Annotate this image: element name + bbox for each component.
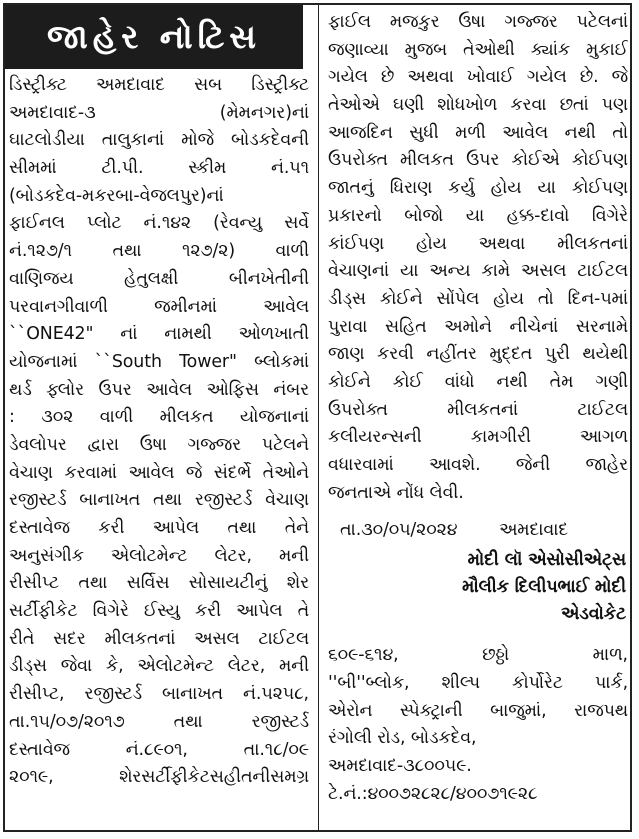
text-line: ગયેલ છે અથવા ખોવાઈ ગયેલ છે. જે bbox=[328, 67, 628, 88]
text-line: પુરાવા સહિત અમોને નીચેનાં સરનામે bbox=[328, 316, 628, 337]
text-line: : ૩૦૨ વાળી મીલકત યોજનાનાં bbox=[9, 407, 309, 428]
text-line: ડીડ્સ જેવા કે, એલોટમેન્ટ લેટર, મની bbox=[9, 656, 309, 677]
text-line: વેચાણનાં યા અન્ય કામે અસલ ટાઈટલ bbox=[328, 261, 628, 282]
text-line: જાતનું ધિરાણ કર્યુ હોય યા કોઈપણ bbox=[328, 178, 628, 199]
text-line: જાણ કરવી નહીંતર મુદ્દત પુરી થયેથી bbox=[328, 344, 628, 365]
address-line: એરોન સ્પેક્ટ્રાની બાજુમાં, રાજપથ bbox=[328, 700, 628, 721]
address-line: અમદાવાદ-૩૮૦૦૫૯. bbox=[328, 756, 472, 777]
column-divider bbox=[318, 5, 319, 830]
text-line: ``ONE42" નાં નામથી ઓળખાતી bbox=[9, 324, 309, 345]
address-line: ૬૦૯-૬૧૪, છઠ્ઠો માળ, bbox=[328, 645, 628, 666]
left-column bbox=[9, 72, 309, 792]
advocate-name: મૌલીક દિલીપભાઈ મોદી bbox=[461, 577, 626, 598]
text-line: વાણિજય હેતુલક્ષી બીનખેતીની bbox=[9, 268, 309, 289]
text-line: સીમમાં ટી.પી. સ્કીમ નં.૫૧ bbox=[9, 158, 309, 179]
text-line: તા.૧૫/૦૭/૨૦૧૭ તથા રજીસ્ટર્ડ bbox=[9, 711, 309, 732]
text-line: દસ્તાવેજ નં.૮૯૦૧, તા.૧૮/૦૯ bbox=[9, 739, 309, 760]
text-line: ફાઈનલ પ્લોટ નં.૧૪૨ (રેવન્યુ સર્વે bbox=[9, 213, 309, 234]
text-line: સર્ટીફીકેટ વિગેરે ઈસ્યુ કરી આપેલ તે bbox=[9, 601, 309, 622]
advocate-designation: એડવોકેટ bbox=[561, 604, 626, 625]
text-line: આજદિન સુધી મળી આવેલ નથી તો bbox=[328, 122, 628, 143]
text-line: ઉપરોક્ત મીલકત ઉપર કોઈએ કોઈપણ bbox=[328, 150, 628, 171]
text-line: જનતાએ નોંધ લેવી. bbox=[328, 482, 464, 503]
text-line: રજીસ્ટર્ડ બાનાખત તથા રજીસ્ટર્ડ વેચાણ bbox=[9, 490, 309, 511]
firm-name: મોદી લૉ એસોસીએટ્સ bbox=[467, 550, 626, 571]
text-line: દસ્તાવેજ કરી આપેલ તથા તેને bbox=[9, 518, 309, 538]
text-line: (બોડકદેવ-મકરબા-વેજલપુર)નાં bbox=[9, 185, 224, 206]
text-line: વધારવામાં આવશે. જેની જાહેર bbox=[328, 455, 628, 475]
phone-line: ટે.નં.:૪૦૦૭૨૮૨૮/૪૦૦૭૧૯૨૮ bbox=[328, 783, 538, 804]
text-line: થર્ડ ફ્લોર ઉપર આવેલ ઓફિસ નંબર bbox=[9, 379, 309, 400]
text-line: કોઈને કોઈ વાંધો નથી તેમ ગણી bbox=[328, 371, 628, 392]
text-line: ડેવલોપર દ્વારા ઉષા ગજ્જર પટેલને bbox=[9, 434, 309, 455]
text-line: પરવાનગીવાળી જમીનમાં આવેલ bbox=[9, 296, 309, 317]
address-line: ''બી''બ્લોક, શીલ્પ કોર્પોરેટ પાર્ક, bbox=[328, 673, 628, 694]
text-line: કલીયરન્સની કામગીરી આગળ bbox=[328, 427, 628, 448]
notice-place: અમદાવાદ bbox=[499, 520, 568, 541]
text-line: વેચાણ કરવામાં આવેલ જે સંદર્ભે તેઓને bbox=[9, 462, 309, 483]
text-line: ૨૦૧૯, શેરસર્ટીફીકેટસહીતનીસમગ્ર bbox=[9, 767, 309, 788]
notice-date: તા.૩૦/૦૫/૨૦૨૪ bbox=[340, 520, 458, 541]
text-line: નં.૧૨૭/૧ તથા ૧૨૭/૨) વાળી bbox=[9, 241, 309, 262]
text-line: ફાઈલ મજકુર ઉષા ગજ્જર પટેલનાં bbox=[328, 12, 628, 32]
text-line: તેઓએ ઘણી શોધખોળ કરવા છતાં પણ bbox=[328, 95, 628, 116]
text-line: રીસીપ્ટ, રજીસ્ટર્ડ બાનાખત નં.૫૨૫૮, bbox=[9, 684, 309, 705]
text-line: અમદાવાદ-૩ (મેમનગર)નાં bbox=[9, 102, 309, 123]
address-block bbox=[328, 642, 628, 808]
text-line: રીસીપ્ટ તથા સર્વિસ સોસાયટીનું શેર bbox=[9, 573, 309, 594]
notice-title: જાહેર નોટિસ bbox=[5, 5, 303, 69]
text-line: કાંઈપણ હોય અથવા મીલકતનાં bbox=[328, 233, 628, 254]
text-line: યોજનામાં ``South Tower" બ્લોકમાં bbox=[9, 351, 309, 372]
text-line: ડિસ્ટ્રીક્ટ અમદાવાદ સબ ડિસ્ટ્રીક્ટ bbox=[9, 75, 309, 95]
text-line: અનુસંગીક એલોટમેન્ટ લેટર, મની bbox=[9, 545, 309, 566]
public-notice bbox=[3, 3, 632, 832]
date-place-row bbox=[328, 513, 628, 547]
text-line: રીતે સદર મીલકતનાં અસલ ટાઈટલ bbox=[9, 628, 309, 649]
text-line: પ્રકારનો બોજો યા હક્ક-દાવો વિગેરે bbox=[328, 205, 628, 226]
address-line: રંગોલી રોડ, બોડકદેવ, bbox=[328, 728, 477, 749]
text-line: ડીડ્સ કોઈને સોંપેલ હોય તો દિન-૫માં bbox=[328, 288, 628, 309]
text-line: જણાવ્યા મુજબ તેઓથી ક્યાંક મુકાઈ bbox=[328, 39, 628, 60]
text-line: ઘાટલોડીયા તાલુકાનાં મોજે બોડકદેવની bbox=[9, 130, 309, 151]
right-column bbox=[328, 9, 628, 809]
text-line: ઉપરોક્ત મીલકતનાં ટાઈટલ bbox=[328, 399, 628, 420]
